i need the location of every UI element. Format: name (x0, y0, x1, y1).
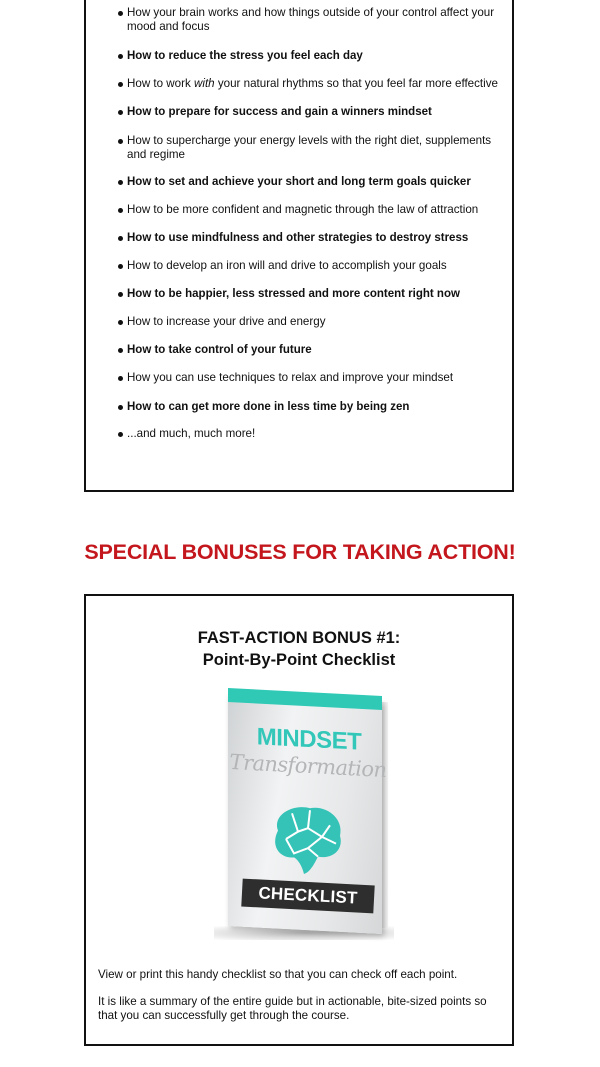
feature-item (110, 175, 500, 189)
feature-text: How to can get more done in less time by being zen (127, 401, 410, 413)
feature-text: ...and much, much more! (127, 427, 256, 440)
features-box (84, 0, 514, 492)
feature-text: How to prepare for success and gain a winners mindset (127, 106, 432, 118)
feature-item (110, 77, 500, 91)
feature-text: How to work with your natural rhythms so that you feel far more effective (127, 77, 498, 90)
feature-item (110, 287, 500, 301)
bullet-icon (118, 405, 123, 410)
bullet-icon (118, 432, 123, 437)
bullet-icon (118, 180, 123, 185)
checklist-cover-image (204, 692, 394, 942)
feature-text: How to use mindfulness and other strategies to destroy stress (127, 232, 469, 244)
feature-item (110, 315, 500, 329)
bonus-title-line1: FAST-ACTION BONUS #1: (197, 629, 401, 647)
feature-text: How to set and achieve your short and long term goals quicker (127, 176, 471, 188)
feature-item (110, 400, 500, 414)
bullet-icon (118, 348, 123, 353)
cover-title-transformation: Transformation (229, 749, 387, 783)
feature-item (110, 49, 500, 63)
bullet-icon (118, 54, 123, 59)
feature-item (110, 105, 500, 119)
bullet-icon (118, 292, 123, 297)
feature-item (110, 134, 500, 162)
feature-text: How to increase your drive and energy (127, 315, 326, 328)
bullet-icon (118, 376, 123, 381)
feature-text: How to be happier, less stressed and more content right now (127, 288, 460, 300)
feature-text: How to be more confident and magnetic through the law of attraction (127, 203, 479, 216)
feature-text: How to take control of your future (127, 344, 312, 356)
feature-item (110, 6, 500, 34)
feature-item (110, 371, 500, 385)
feature-text: How your brain works and how things outside of your control affect your mood and focus (127, 6, 495, 33)
bullet-icon (118, 139, 123, 144)
bonus-description-1: View or print this handy checklist so that you can check off each point. (98, 968, 458, 981)
bonus-heading: SPECIAL BONUSES FOR TAKING ACTION! (84, 540, 516, 564)
bullet-icon (118, 11, 123, 16)
bonus-description-2: It is like a summary of the entire guide but in actionable, bite-sized points so that you can successfully get through the course. (98, 995, 487, 1022)
bullet-icon (118, 264, 123, 269)
bonus-title-line2: Point-By-Point Checklist (202, 651, 396, 669)
cover-badge-checklist: CHECKLIST (241, 879, 374, 914)
bullet-icon (118, 236, 123, 241)
cover-title-mindset: MINDSET (256, 723, 362, 756)
bullet-icon (118, 82, 123, 87)
bonus-title (86, 627, 512, 671)
feature-text: How you can use techniques to relax and improve your mindset (127, 371, 454, 384)
feature-item (110, 343, 500, 357)
bullet-icon (118, 208, 123, 213)
feature-item (110, 427, 500, 441)
bullet-icon (118, 320, 123, 325)
bullet-icon (118, 110, 123, 115)
bonus-box (84, 594, 514, 1046)
feature-item (110, 231, 500, 245)
feature-item (110, 259, 500, 273)
feature-text: How to reduce the stress you feel each day (127, 50, 363, 62)
feature-item (110, 203, 500, 217)
brain-icon (264, 800, 346, 880)
feature-text: How to supercharge your energy levels with the right diet, supplements and regime (127, 134, 492, 161)
feature-text: How to develop an iron will and drive to accomplish your goals (127, 259, 447, 272)
